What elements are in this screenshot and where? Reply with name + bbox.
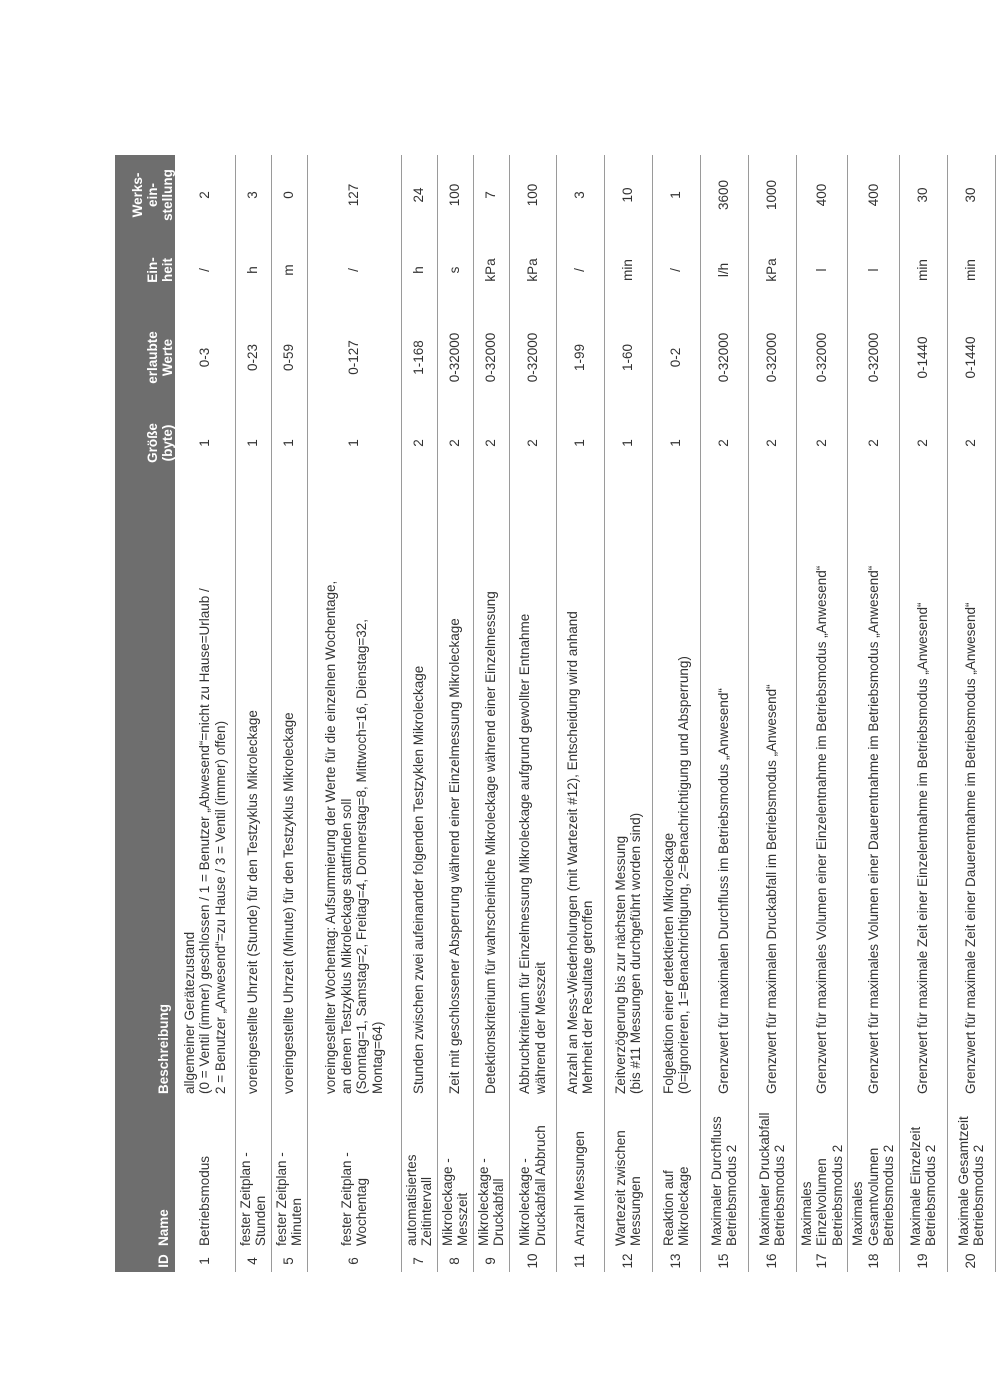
cell-description: [271, 476, 307, 1098]
cell-unit: h: [401, 235, 437, 305]
cell-size: 1: [556, 410, 604, 476]
header-description: Beschreibung: [115, 476, 175, 1098]
table-row: [271, 155, 307, 1272]
cell-name: automatisiertes Zeitintervall: [401, 1098, 437, 1250]
cell-description: [848, 476, 900, 1098]
description-line: an denen Testzyklus Mikroleckage stattfinden soll: [338, 798, 354, 1094]
cell-size: 1: [271, 410, 307, 476]
cell-description: [796, 476, 848, 1098]
cell-allowed-values: 1-99: [556, 305, 604, 410]
header-allowed: [115, 305, 175, 410]
cell-description: [700, 476, 748, 1098]
description-line: (0 = Ventil (immer) geschlossen / 1 = Benutzer „Abwesend“=nicht zu Hause=Urlaub /: [197, 588, 212, 1094]
cell-default: 127: [307, 155, 401, 235]
cell-name: Maximaler Druckabfall Betriebsmodus 2: [748, 1098, 796, 1250]
cell-id: 6: [307, 1250, 401, 1272]
table-row: [401, 155, 437, 1272]
cell-allowed-values: 0-3: [175, 305, 235, 410]
cell-id: 13: [652, 1250, 700, 1272]
description-line: Abbruchkriterium für Einzelmessung Mikroleckage aufgrund gewollter Entnahme: [517, 613, 532, 1094]
description-line: Zeit mit geschlossener Absperrung während einer Einzelmessung Mikroleckage: [447, 618, 463, 1094]
description-line: Stunden zwischen zwei aufeinander folgenden Testzyklen Mikroleckage: [411, 665, 427, 1094]
table-row: [899, 155, 947, 1272]
cell-default: 400: [796, 155, 848, 235]
cell-allowed-values: 1-168: [401, 305, 437, 410]
cell-description: [556, 476, 604, 1098]
cell-unit: l/h: [700, 235, 748, 305]
cell-allowed-values: 0-32000: [509, 305, 556, 410]
rotated-page: [115, 155, 986, 1272]
description-line: Grenzwert für maximales Volumen einer Einzelentnahme im Betriebsmodus „Anwesend“: [814, 565, 829, 1094]
table-row: [437, 155, 473, 1272]
cell-description: [235, 476, 271, 1098]
cell-unit: l: [848, 235, 900, 305]
cell-name: Maximaler Durchfluss Betriebsmodus 2: [700, 1098, 748, 1250]
table-row: [509, 155, 556, 1272]
cell-name: Maximales Gesamtvolumen Betriebsmodus 2: [848, 1098, 900, 1250]
cell-name: Maximale Gesamtzeit Betriebsmodus 2: [947, 1098, 995, 1250]
cell-allowed-values: 0-59: [271, 305, 307, 410]
header-allowed-line: erlaubte: [145, 331, 160, 384]
cell-size: 2: [899, 410, 947, 476]
cell-name: Wartezeit zwischen Messungen: [604, 1098, 652, 1250]
header-name: Name: [115, 1098, 175, 1250]
description-line: (Sonntag=1, Samstag=2, Freitag=4, Donnerstag=8, Mittwoch=16, Dienstag=32,: [354, 618, 369, 1094]
description-line: Zeitverzögerung bis zur nächsten Messung: [612, 835, 628, 1094]
cell-default: 3: [235, 155, 271, 235]
cell-unit: min: [604, 235, 652, 305]
cell-unit: /: [652, 235, 700, 305]
header-unit-line: heit: [160, 258, 175, 283]
cell-size: 1: [235, 410, 271, 476]
cell-size: 2: [848, 410, 900, 476]
description-line: Detektionskriterium für wahrscheinliche Mikroleckage während einer Einzelmessung: [483, 591, 499, 1094]
cell-size: 2: [509, 410, 556, 476]
cell-id: 1: [175, 1250, 235, 1272]
description-line: Grenzwert für maximales Volumen einer Dauerentnahme im Betriebsmodus „Anwesend“: [865, 565, 881, 1094]
cell-size: 2: [947, 410, 995, 476]
cell-size: 2: [700, 410, 748, 476]
header-row: [115, 155, 175, 1272]
description-line: Montag=64): [369, 1021, 385, 1094]
cell-default: 100: [509, 155, 556, 235]
cell-default: 0: [271, 155, 307, 235]
cell-allowed-values: 0-32000: [473, 305, 509, 410]
header-default: [115, 155, 175, 235]
table-row: [700, 155, 748, 1272]
cell-name: Maximales Einzelvolumen Betriebsmodus 2: [796, 1098, 848, 1250]
cell-id: 12: [604, 1250, 652, 1272]
cell-default: 30: [947, 155, 995, 235]
cell-unit: l: [796, 235, 848, 305]
header-size-line: Größe: [145, 423, 160, 463]
table-row: [652, 155, 700, 1272]
cell-id: 17: [796, 1250, 848, 1272]
cell-unit: kPa: [748, 235, 796, 305]
cell-size: 1: [604, 410, 652, 476]
cell-id: 18: [848, 1250, 900, 1272]
cell-description: [748, 476, 796, 1098]
cell-allowed-values: 0-127: [307, 305, 401, 410]
cell-default: 24: [401, 155, 437, 235]
parameter-table: [115, 155, 996, 1272]
cell-description: [473, 476, 509, 1098]
cell-size: 2: [401, 410, 437, 476]
cell-default: 400: [848, 155, 900, 235]
cell-id: 10: [509, 1250, 556, 1272]
cell-name: Mikroleckage - Druckabfall Abbruch: [509, 1098, 556, 1250]
description-line: allgemeiner Gerätezustand: [181, 931, 197, 1094]
description-line: Grenzwert für maximale Zeit einer Einzelentnahme im Betriebsmodus „Anwesend“: [915, 602, 931, 1094]
description-line: voreingestellte Uhrzeit (Minute) für den Testzyklus Mikroleckage: [281, 712, 297, 1094]
table-row: [175, 155, 235, 1272]
cell-name: Maximale Einzelzeit Betriebsmodus 2: [899, 1098, 947, 1250]
description-line: (bis #11 Messungen durchgeführt worden sind): [628, 812, 643, 1094]
cell-unit: /: [175, 235, 235, 305]
cell-description: [899, 476, 947, 1098]
description-line: Grenzwert für maximalen Druckabfall im Betriebsmodus „Anwesend“: [764, 684, 780, 1094]
cell-unit: min: [947, 235, 995, 305]
cell-default: 3600: [700, 155, 748, 235]
cell-id: 9: [473, 1250, 509, 1272]
table-row: [796, 155, 848, 1272]
table-row: [307, 155, 401, 1272]
header-unit: [115, 235, 175, 305]
cell-default: 1: [652, 155, 700, 235]
cell-unit: kPa: [509, 235, 556, 305]
description-line: während der Messzeit: [532, 961, 548, 1094]
description-line: Grenzwert für maximalen Durchfluss im Betriebsmodus „Anwesend“: [716, 688, 732, 1094]
cell-allowed-values: 0-1440: [899, 305, 947, 410]
cell-name: Mikroleckage - Druckabfall: [473, 1098, 509, 1250]
cell-description: [401, 476, 437, 1098]
cell-unit: m: [271, 235, 307, 305]
cell-unit: min: [899, 235, 947, 305]
cell-unit: /: [307, 235, 401, 305]
cell-allowed-values: 0-32000: [848, 305, 900, 410]
cell-size: 1: [307, 410, 401, 476]
cell-description: [175, 476, 235, 1098]
cell-id: 5: [271, 1250, 307, 1272]
cell-size: 2: [748, 410, 796, 476]
cell-allowed-values: 0-23: [235, 305, 271, 410]
cell-size: 2: [796, 410, 848, 476]
description-line: Grenzwert für maximale Zeit einer Dauerentnahme im Betriebsmodus „Anwesend“: [963, 602, 979, 1094]
description-line: Mehrheit der Resultate getroffen: [580, 900, 595, 1094]
table-row: [556, 155, 604, 1272]
header-allowed-line: Werte: [160, 338, 175, 377]
cell-size: 2: [473, 410, 509, 476]
cell-name: Anzahl Messungen: [556, 1098, 604, 1250]
header-id: ID: [115, 1250, 175, 1272]
cell-description: [437, 476, 473, 1098]
cell-allowed-values: 0-32000: [700, 305, 748, 410]
table-row: [604, 155, 652, 1272]
table-row: [947, 155, 995, 1272]
cell-default: 2: [175, 155, 235, 235]
header-unit-line: Ein-: [145, 257, 160, 283]
table-body: [175, 155, 995, 1272]
cell-allowed-values: 0-32000: [437, 305, 473, 410]
cell-default: 3: [556, 155, 604, 235]
cell-default: 100: [437, 155, 473, 235]
cell-description: [509, 476, 556, 1098]
cell-unit: s: [437, 235, 473, 305]
cell-description: [947, 476, 995, 1098]
cell-id: 8: [437, 1250, 473, 1272]
description-line: Folgeaktion einer detektierten Mikroleckage: [660, 832, 676, 1094]
table-row: [235, 155, 271, 1272]
table-row: [848, 155, 900, 1272]
cell-name: Reaktion auf Mikroleckage: [652, 1098, 700, 1250]
cell-size: 2: [437, 410, 473, 476]
cell-default: 10: [604, 155, 652, 235]
header-size-line: (byte): [160, 424, 175, 462]
table-row: [473, 155, 509, 1272]
cell-id: 16: [748, 1250, 796, 1272]
description-line: voreingestellter Wochentag: Aufsummierung der Werte für die einzelnen Wochentage,: [323, 580, 338, 1094]
cell-name: Mikroleckage - Messzeit: [437, 1098, 473, 1250]
description-line: voreingestellte Uhrzeit (Stunde) für den Testzyklus Mikroleckage: [245, 710, 261, 1094]
header-default-line: stellung: [160, 169, 175, 221]
cell-unit: /: [556, 235, 604, 305]
cell-name: fester Zeitplan - Minuten: [271, 1098, 307, 1250]
cell-description: [307, 476, 401, 1098]
cell-size: 1: [652, 410, 700, 476]
cell-id: 7: [401, 1250, 437, 1272]
table-row: [748, 155, 796, 1272]
cell-description: [604, 476, 652, 1098]
description-line: (0=ignorieren, 1=Benachrichtigung, 2=Benachrichtigung und Absperrung): [676, 656, 691, 1094]
cell-id: 19: [899, 1250, 947, 1272]
cell-size: 1: [175, 410, 235, 476]
cell-unit: h: [235, 235, 271, 305]
header-default-line: ein-: [145, 183, 160, 208]
cell-allowed-values: 0-32000: [748, 305, 796, 410]
description-line: Anzahl an Mess-Wiederholungen (mit Wartezeit #12), Entscheidung wird anhand: [564, 611, 580, 1094]
cell-default: 1000: [748, 155, 796, 235]
header-default-line: Werks-: [130, 172, 145, 218]
cell-name: Betriebsmodus: [175, 1098, 235, 1250]
cell-allowed-values: 0-1440: [947, 305, 995, 410]
cell-name: fester Zeitplan - Wochentag: [307, 1098, 401, 1250]
cell-allowed-values: 0-2: [652, 305, 700, 410]
cell-id: 11: [556, 1250, 604, 1272]
cell-default: 30: [899, 155, 947, 235]
cell-description: [652, 476, 700, 1098]
cell-unit: kPa: [473, 235, 509, 305]
cell-allowed-values: 1-60: [604, 305, 652, 410]
cell-name: fester Zeitplan - Stunden: [235, 1098, 271, 1250]
header-size: [115, 410, 175, 476]
cell-id: 20: [947, 1250, 995, 1272]
cell-id: 15: [700, 1250, 748, 1272]
cell-id: 4: [235, 1250, 271, 1272]
cell-allowed-values: 0-32000: [796, 305, 848, 410]
cell-default: 7: [473, 155, 509, 235]
description-line: 2 = Benutzer „Anwesend“=zu Hause / 3 = Ventil (immer) offen): [212, 720, 228, 1094]
